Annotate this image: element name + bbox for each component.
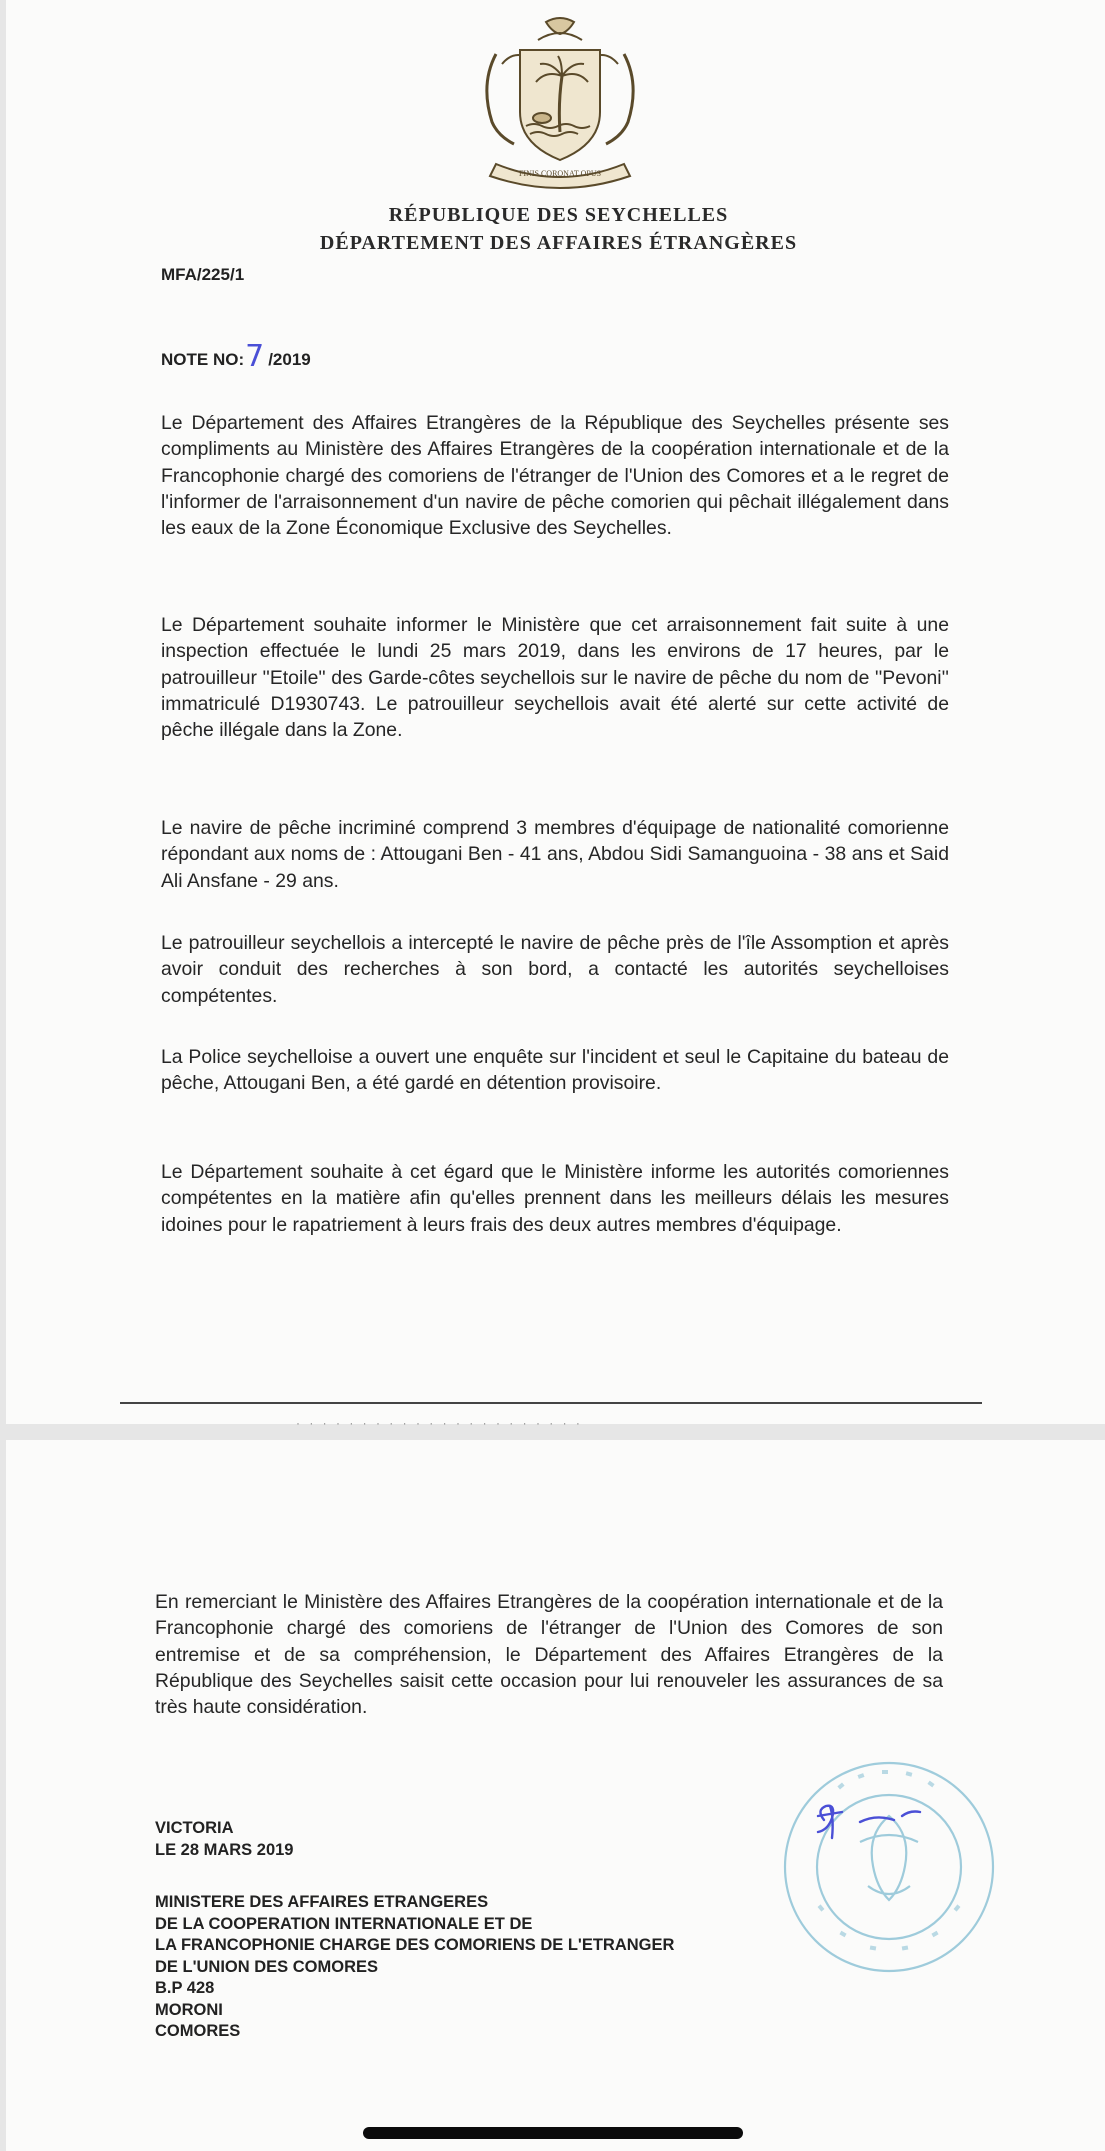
reference-number: MFA/225/1 bbox=[161, 265, 245, 284]
recipient-address bbox=[155, 1892, 674, 2043]
letterhead-department: DÉPARTEMENT DES AFFAIRES ÉTRANGÈRES bbox=[319, 232, 798, 254]
footer-address-cutoff: · · · · · · · · · · · · · · · · · · · · · · bbox=[296, 1416, 583, 1430]
recipient-line: DE LA COOPERATION INTERNATIONALE ET DE bbox=[155, 1914, 533, 1933]
recipient-line: LA FRANCOPHONIE CHARGE DES COMORIENS DE L'ETRANGER bbox=[155, 1936, 675, 1954]
paragraph-inspection: Le Département souhaite informer le Ministère que cet arraisonnement fait suite à une inspection effectuée le lundi 25 mars 2019, dans les environs de 17 heures, par le patrouilleur ''Etoile'' des Garde-côtes seychellois sur le navire de pêche du nom de ''Pevoni'' immatriculé D1930743. Le patrouilleur seychellois avait été alerté sur cette activité de pêche illégale dans la Zone. bbox=[161, 614, 949, 742]
letter-page-1 bbox=[6, 0, 1105, 1430]
paragraph-introduction: Le Département des Affaires Etrangères de la République des Seychelles présente ses compliments au Ministère des Affaires Etrangères de la coopération internationale et de la Francophonie chargé des comoriens de l'étranger de l'Union des Comores et a le regret de l'informer de l'arraisonnement d'un navire de pêche comorien qui pêchait illégalement dans les eaux de la Zone Économique Exclusive des Seychelles. bbox=[161, 412, 949, 540]
letterhead-republic: RÉPUBLIQUE DES SEYCHELLES bbox=[388, 204, 729, 226]
note-number-line bbox=[161, 338, 311, 373]
ministry-stamp-icon bbox=[778, 1756, 1000, 1978]
place-and-date bbox=[155, 1818, 293, 1861]
crest-motto: FINIS CORONAT OPUS bbox=[518, 169, 602, 178]
place: VICTORIA bbox=[155, 1819, 234, 1837]
recipient-line: MORONI bbox=[155, 2000, 223, 2019]
paragraph-interception: Le patrouilleur seychellois a intercepté le navire de pêche près de l'île Assomption et après avoir conduit des recherches à son bord, a contacté les autorités seychelloises compétentes. bbox=[161, 932, 949, 1007]
paragraph-crew: Le navire de pêche incriminé comprend 3 membres d'équipage de nationalité comorienne répondant aux noms de : Attougani Ben - 41 ans, Abdou Sidi Samanguoina - 38 ans et Said Ali Ansfane - 29 ans. bbox=[161, 817, 949, 892]
recipient-line: B.P 428 bbox=[155, 1979, 215, 1997]
recipient-line: COMORES bbox=[155, 2022, 241, 2040]
handwritten-initials-icon bbox=[810, 1796, 940, 1846]
recipient-line: MINISTERE DES AFFAIRES ETRANGERES bbox=[155, 1893, 489, 1911]
date: LE 28 MARS 2019 bbox=[155, 1840, 294, 1859]
seychelles-coat-of-arms-icon bbox=[476, 14, 644, 190]
paragraph-repatriation: Le Département souhaite à cet égard que le Ministère informe les autorités comoriennes compétentes en la matière afin qu'elles prennent dans les meilleurs délais les mesures idoines pour le rapatriement à leurs frais des deux autres membres d'équipage. bbox=[161, 1161, 949, 1236]
home-indicator-bar[interactable] bbox=[363, 2127, 743, 2139]
paragraph-closing: En remerciant le Ministère des Affaires Etrangères de la coopération internationale et de la Francophonie chargé des comoriens de l'étranger de l'Union des Comores de son entremise et de sa compréhension, le Département des Affaires Etrangères de la République des Seychelles saisit cette occasion pour lui renouveler les assurances de sa très haute considération. bbox=[155, 1591, 943, 1719]
recipient-line: DE L'UNION DES COMORES bbox=[155, 1957, 379, 1976]
paragraph-police: La Police seychelloise a ouvert une enquête sur l'incident et seul le Capitaine du bateau de pêche, Attougani Ben, a été gardé en détention provisoire. bbox=[161, 1046, 949, 1095]
note-suffix: /2019 bbox=[268, 350, 311, 369]
note-prefix: NOTE NO: bbox=[161, 350, 245, 369]
footer-divider bbox=[120, 1402, 982, 1404]
note-number-handwritten: 7 bbox=[245, 339, 265, 374]
